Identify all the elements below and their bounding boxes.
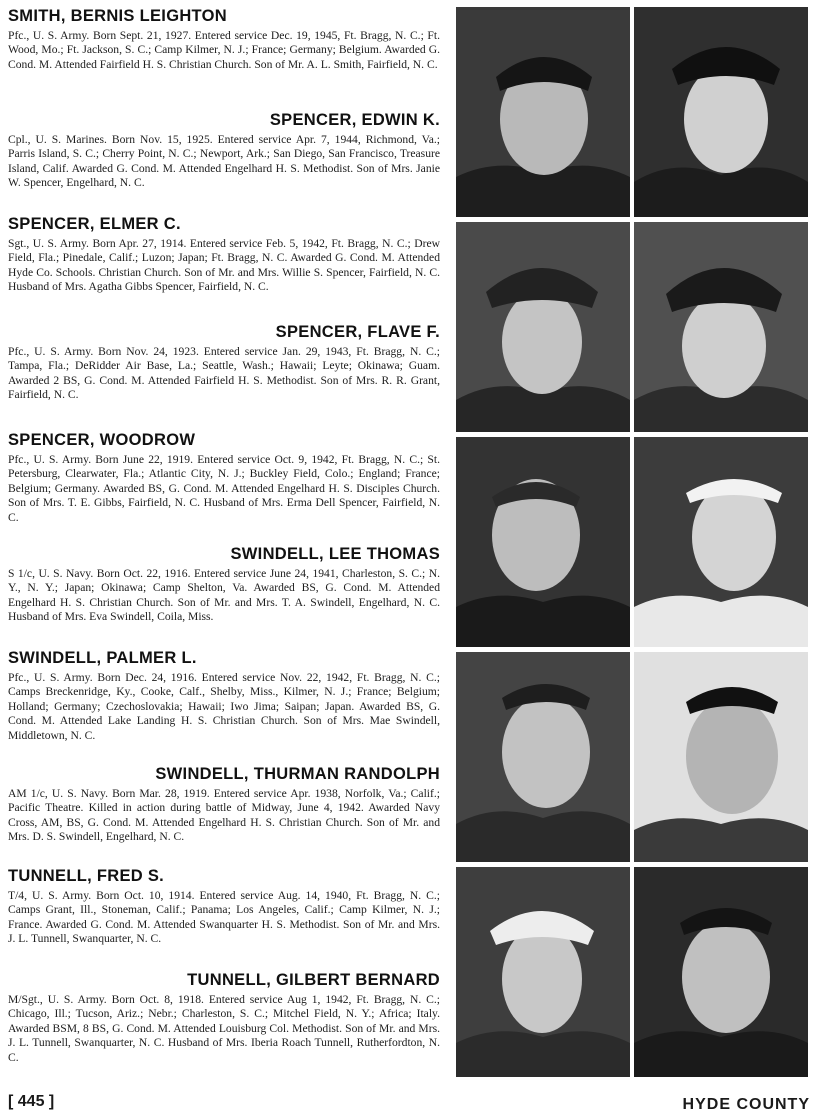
entry-swindell-thurman bbox=[8, 764, 440, 845]
entry-bio: Cpl., U. S. Marines. Born Nov. 15, 1925. Entered service Apr. 7, 1944, Richmond, Va.; Parris Island, S. C.; Cherry Point, N. C.; Newport, Ark.; San Diego, San Francisco, Treasure Island, Calif. Awarded G. Cond. M. Attended Engelhard H. S. Methodist. Son of Mrs. Janie W. Spencer, Engelhard, N. C. bbox=[8, 133, 440, 190]
entry-name: TUNNELL, FRED S. bbox=[8, 867, 165, 885]
entry-bio: Pfc., U. S. Army. Born June 22, 1919. Entered service Oct. 9, 1942, Ft. Bragg, N. C.; St. Petersburg, Clearwater, Fla.; Atlantic City, N. J.; Buckley Field, Colo.; England; France; Belgium; Germany. Awarded BS, G. Cond. M. Attended Engelhard H. S. Disciples Church. Son of Mrs. T. E. Gibbs, Fairfield, N. C. Husband of Mrs. Erma Dell Spencer, Fairfield, N. C. bbox=[8, 453, 440, 524]
entry-bio: Pfc., U. S. Army. Born Sept. 21, 1927. Entered service Dec. 19, 1945, Ft. Bragg, N. C.; Ft. Wood, Mo.; Ft. Jackson, S. C.; Camp Kilmer, N. J.; France; Germany; Belgium. Awarded G. Cond. M. Attended Fairfield H. S. Christian Church. Son of Mr. A. L. Smith, Fairfield, N. C. bbox=[8, 29, 440, 71]
entry-name: SWINDELL, THURMAN RANDOLPH bbox=[155, 765, 440, 783]
portrait-photo bbox=[634, 7, 808, 217]
portrait-photo bbox=[634, 437, 808, 647]
portrait-photo bbox=[456, 222, 630, 432]
portrait-photo bbox=[634, 222, 808, 432]
page-number: [ 445 ] bbox=[8, 1093, 55, 1110]
entry-tunnell-gilbert bbox=[8, 970, 440, 1065]
entry-name: SPENCER, ELMER C. bbox=[8, 215, 181, 233]
entry-bio: Sgt., U. S. Army. Born Apr. 27, 1914. Entered service Feb. 5, 1942, Ft. Bragg, N. C.; Drew Field, Fla.; Pinedale, Calif.; Luzon; Japan; Ft. Bragg, N. C. Awarded G. Cond. M. Attended Hyde Co. Schools. Christian Church. Son of Mr. and Mrs. Willie S. Spencer, Fairfield, N. C. Husband of Mrs. Agatha Gibbs Spencer, Fairfield, N. C. bbox=[8, 237, 440, 294]
portrait-photo bbox=[634, 867, 808, 1077]
portrait-photo bbox=[634, 652, 808, 862]
entry-spencer-edwin bbox=[8, 110, 440, 191]
entry-spencer-elmer bbox=[8, 214, 440, 295]
entry-spencer-woodrow bbox=[8, 430, 440, 525]
entry-name: SMITH, BERNIS LEIGHTON bbox=[8, 7, 227, 25]
entry-spencer-flave bbox=[8, 322, 440, 403]
portrait-photo bbox=[456, 7, 630, 217]
entry-bio: M/Sgt., U. S. Army. Born Oct. 8, 1918. Entered service Aug 1, 1942, Ft. Bragg, N. C.; Chicago, Ill.; Tucson, Ariz.; Nebr.; Charleston, S. C.; Mitchel Field, N. Y.; Africa; Italy. Awarded BSM, 8 BS, G. Cond. M. Attended Louisburg Col. Methodist. Son of Mr. and Mrs. J. L. Tunnell, Swanquarter, N. C. Husband of Mrs. Iberia Roach Tunnell, Rutherfordton, N. C. bbox=[8, 993, 440, 1064]
entry-bio: T/4, U. S. Army. Born Oct. 10, 1914. Entered service Aug. 14, 1940, Ft. Bragg, N. C.; Camps Grant, Ill., Stoneman, Calif.; Panama; Los Angeles, Calif.; Camp Kilmer, N. J.; France. Awarded G. Cond. M. Attended Swanquarter H. S. Methodist. Son of Mr. and Mrs. J. L. Tunnell, Swanquarter, N. C. bbox=[8, 889, 440, 946]
entry-bio: Pfc., U. S. Army. Born Nov. 24, 1923. Entered service Jan. 29, 1943, Ft. Bragg, N. C.; Tampa, Fla.; DeRidder Air Base, La.; Seattle, Wash.; Hawaii; Leyte; Okinawa; Guam. Awarded 2 BS, G. Cond. M. Attended Fairfield H. S. Methodist. Son of Mrs. R. R. Grant, Fairfield, N. C. bbox=[8, 345, 440, 402]
entry-name: TUNNELL, GILBERT BERNARD bbox=[187, 971, 440, 989]
entry-name: SWINDELL, PALMER L. bbox=[8, 649, 197, 667]
portrait-photo bbox=[456, 867, 630, 1077]
entry-smith-bernis bbox=[8, 6, 440, 72]
entry-swindell-palmer bbox=[8, 648, 440, 743]
entry-name: SPENCER, FLAVE F. bbox=[275, 323, 440, 341]
entry-bio: AM 1/c, U. S. Navy. Born Mar. 28, 1919. Entered service Apr. 1938, Norfolk, Va.; Calif.; Pacific Theatre. Killed in action during battle of Midway, June 4, 1942. Awarded Navy Cross, AM, BS, G. Cond. M. Attended Engelhard H. S. Christian Church. Son of Mr. and Mrs. D. S. Swindell, Engelhard, N. C. bbox=[8, 787, 440, 844]
entry-bio: Pfc., U. S. Army. Born Dec. 24, 1916. Entered service Nov. 22, 1942, Ft. Bragg, N. C.; Camps Breckenridge, Ky., Cooke, Calf., Shelby, Miss., Kilmer, N. J.; France; Belgium; Holland; Germany; Czechoslovakia; Hawaii; Iwo Jima; Saipan; Japan. Awarded BS, G. Cond. M. Attended Lake Landing H. S. Christian Church. Son of Mrs. Mae Swindell, Middletown, N. C. bbox=[8, 671, 440, 742]
entry-bio: S 1/c, U. S. Navy. Born Oct. 22, 1916. Entered service June 24, 1941, Charleston, S. C.; N. Y., N. Y.; Japan; Okinawa; Camp Shelton, Va. Awarded BS, G. Cond. M. Attended Engelhard H. S. Christian Church. Son of Mr. and Mrs. T. A. Swindell, Engelhard, N. C. Husband of Mrs. Eva Swindell, Coila, Miss. bbox=[8, 567, 440, 624]
entry-name: SPENCER, EDWIN K. bbox=[269, 111, 440, 129]
portrait-photo bbox=[456, 437, 630, 647]
portrait-photo bbox=[456, 652, 630, 862]
entry-name: SWINDELL, LEE THOMAS bbox=[230, 545, 440, 563]
entry-tunnell-fred bbox=[8, 866, 440, 947]
entry-name: SPENCER, WOODROW bbox=[8, 431, 196, 449]
county-label: HYDE COUNTY bbox=[682, 1096, 810, 1113]
entry-swindell-lee bbox=[8, 544, 440, 625]
